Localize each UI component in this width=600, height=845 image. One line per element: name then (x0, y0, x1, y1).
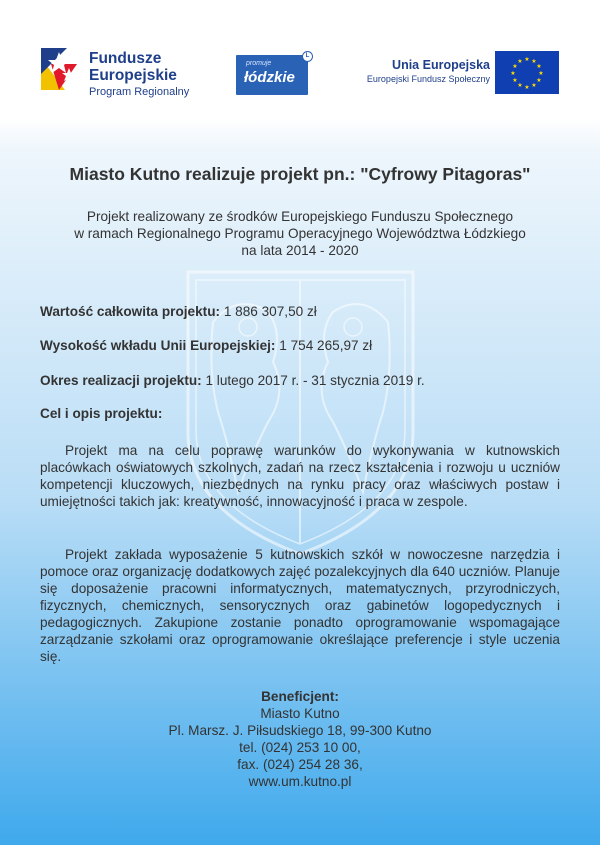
svg-text:★: ★ (512, 63, 518, 70)
lodzkie-badge-icon: L (302, 51, 313, 62)
svg-text:★: ★ (517, 82, 523, 89)
total-value-row (40, 304, 560, 319)
subtitle (40, 208, 560, 259)
eu-contribution-label: Wysokość wkładu Unii Europejskiej: (40, 338, 276, 353)
eu-stars-icon (495, 51, 559, 94)
total-value-label: Wartość całkowita projektu: (40, 304, 221, 319)
svg-text:★: ★ (524, 84, 530, 91)
beneficiary-address: Pl. Marsz. J. Piłsudskiego 18, 99-300 Kutno (168, 723, 432, 738)
beneficiary-header: Beneficjent: (261, 689, 339, 704)
subtitle-line2: w ramach Regionalnego Programu Operacyjnego Województwa Łódzkiego (74, 226, 526, 241)
goal-label: Cel i opis projektu: (40, 406, 163, 421)
period-row (40, 373, 560, 388)
svg-text:★: ★ (512, 77, 518, 84)
promuje-lodzkie-logo (236, 55, 308, 95)
lodzkie-logo-big: łódzkie (244, 69, 295, 86)
fe-logo-line2: Europejskie (89, 67, 177, 84)
period-label: Okres realizacji projektu: (40, 373, 202, 388)
fe-logo-line1: Fundusze (89, 50, 162, 67)
beneficiary-name: Miasto Kutno (260, 706, 340, 721)
fundusze-europejskie-star-icon (37, 44, 83, 96)
eu-flag-icon (495, 51, 559, 94)
eu-contribution-row (40, 338, 560, 353)
svg-text:★: ★ (538, 70, 544, 77)
ue-line1: Unia Europejska (392, 58, 490, 72)
beneficiary-website-link[interactable]: www.um.kutno.pl (248, 774, 352, 789)
svg-text:★: ★ (536, 63, 542, 70)
page-title: Miasto Kutno realizuje projekt pn.: "Cyfrowy Pitagoras" (69, 164, 531, 184)
logo-bar (0, 0, 600, 118)
unia-europejska-text (345, 57, 490, 86)
ue-line2: Europejski Fundusz Społeczny (366, 74, 490, 84)
description-paragraph-2: Projekt zakłada wyposażenie 5 kutnowskich szkół w nowoczesne narzędzia i pomoce oraz organizację dodatkowych zajęć pozalekcyjnych dla 640 uczniów. Planuje się doposażenie pracowni informatycznych, matematycznych, przyrodniczych, fizycznych, chemicznych, sensorycznych oraz gabinetów logopedycznych i pedagogicznych. Zakupione zostanie ponadto oprogramowanie wspomagające zarządzanie szkołami oraz oprogramowanie określające preferencje i style uczenia się. (40, 547, 560, 664)
description-paragraph-1: Projekt ma na celu poprawę warunków do wykonywania w kutnowskich placówkach oświatowych szkolnych, zadań na rzecz kształcenia i rozwoju u uczniów kompetencji kluczowych, niezbędnych na rynku pracy oraz właściwych postaw i umiejętności takich jak: kreatywność, innowacyjność i praca w zespole. (40, 443, 560, 509)
svg-text:★: ★ (531, 82, 537, 89)
fundusze-europejskie-logo (37, 44, 207, 102)
svg-text:★: ★ (510, 70, 516, 77)
svg-text:★: ★ (536, 77, 542, 84)
svg-text:★: ★ (517, 58, 523, 65)
period-value: 1 lutego 2017 r. - 31 stycznia 2019 r. (205, 373, 425, 388)
fe-logo-line3: Program Regionalny (89, 86, 190, 98)
svg-text:★: ★ (531, 58, 537, 65)
svg-text:★: ★ (524, 56, 530, 63)
beneficiary-block (0, 688, 600, 790)
beneficiary-tel: tel. (024) 253 10 00, (239, 740, 361, 755)
total-value: 1 886 307,50 zł (223, 304, 317, 319)
eu-contribution-value: 1 754 265,97 zł (279, 338, 373, 353)
lodzkie-logo-small: promuje (246, 60, 272, 67)
goal-heading (40, 406, 560, 421)
subtitle-line3: na lata 2014 - 2020 (241, 243, 359, 258)
beneficiary-fax: fax. (024) 254 28 36, (237, 757, 363, 772)
subtitle-line1: Projekt realizowany ze środków Europejskiego Funduszu Społecznego (86, 209, 514, 224)
